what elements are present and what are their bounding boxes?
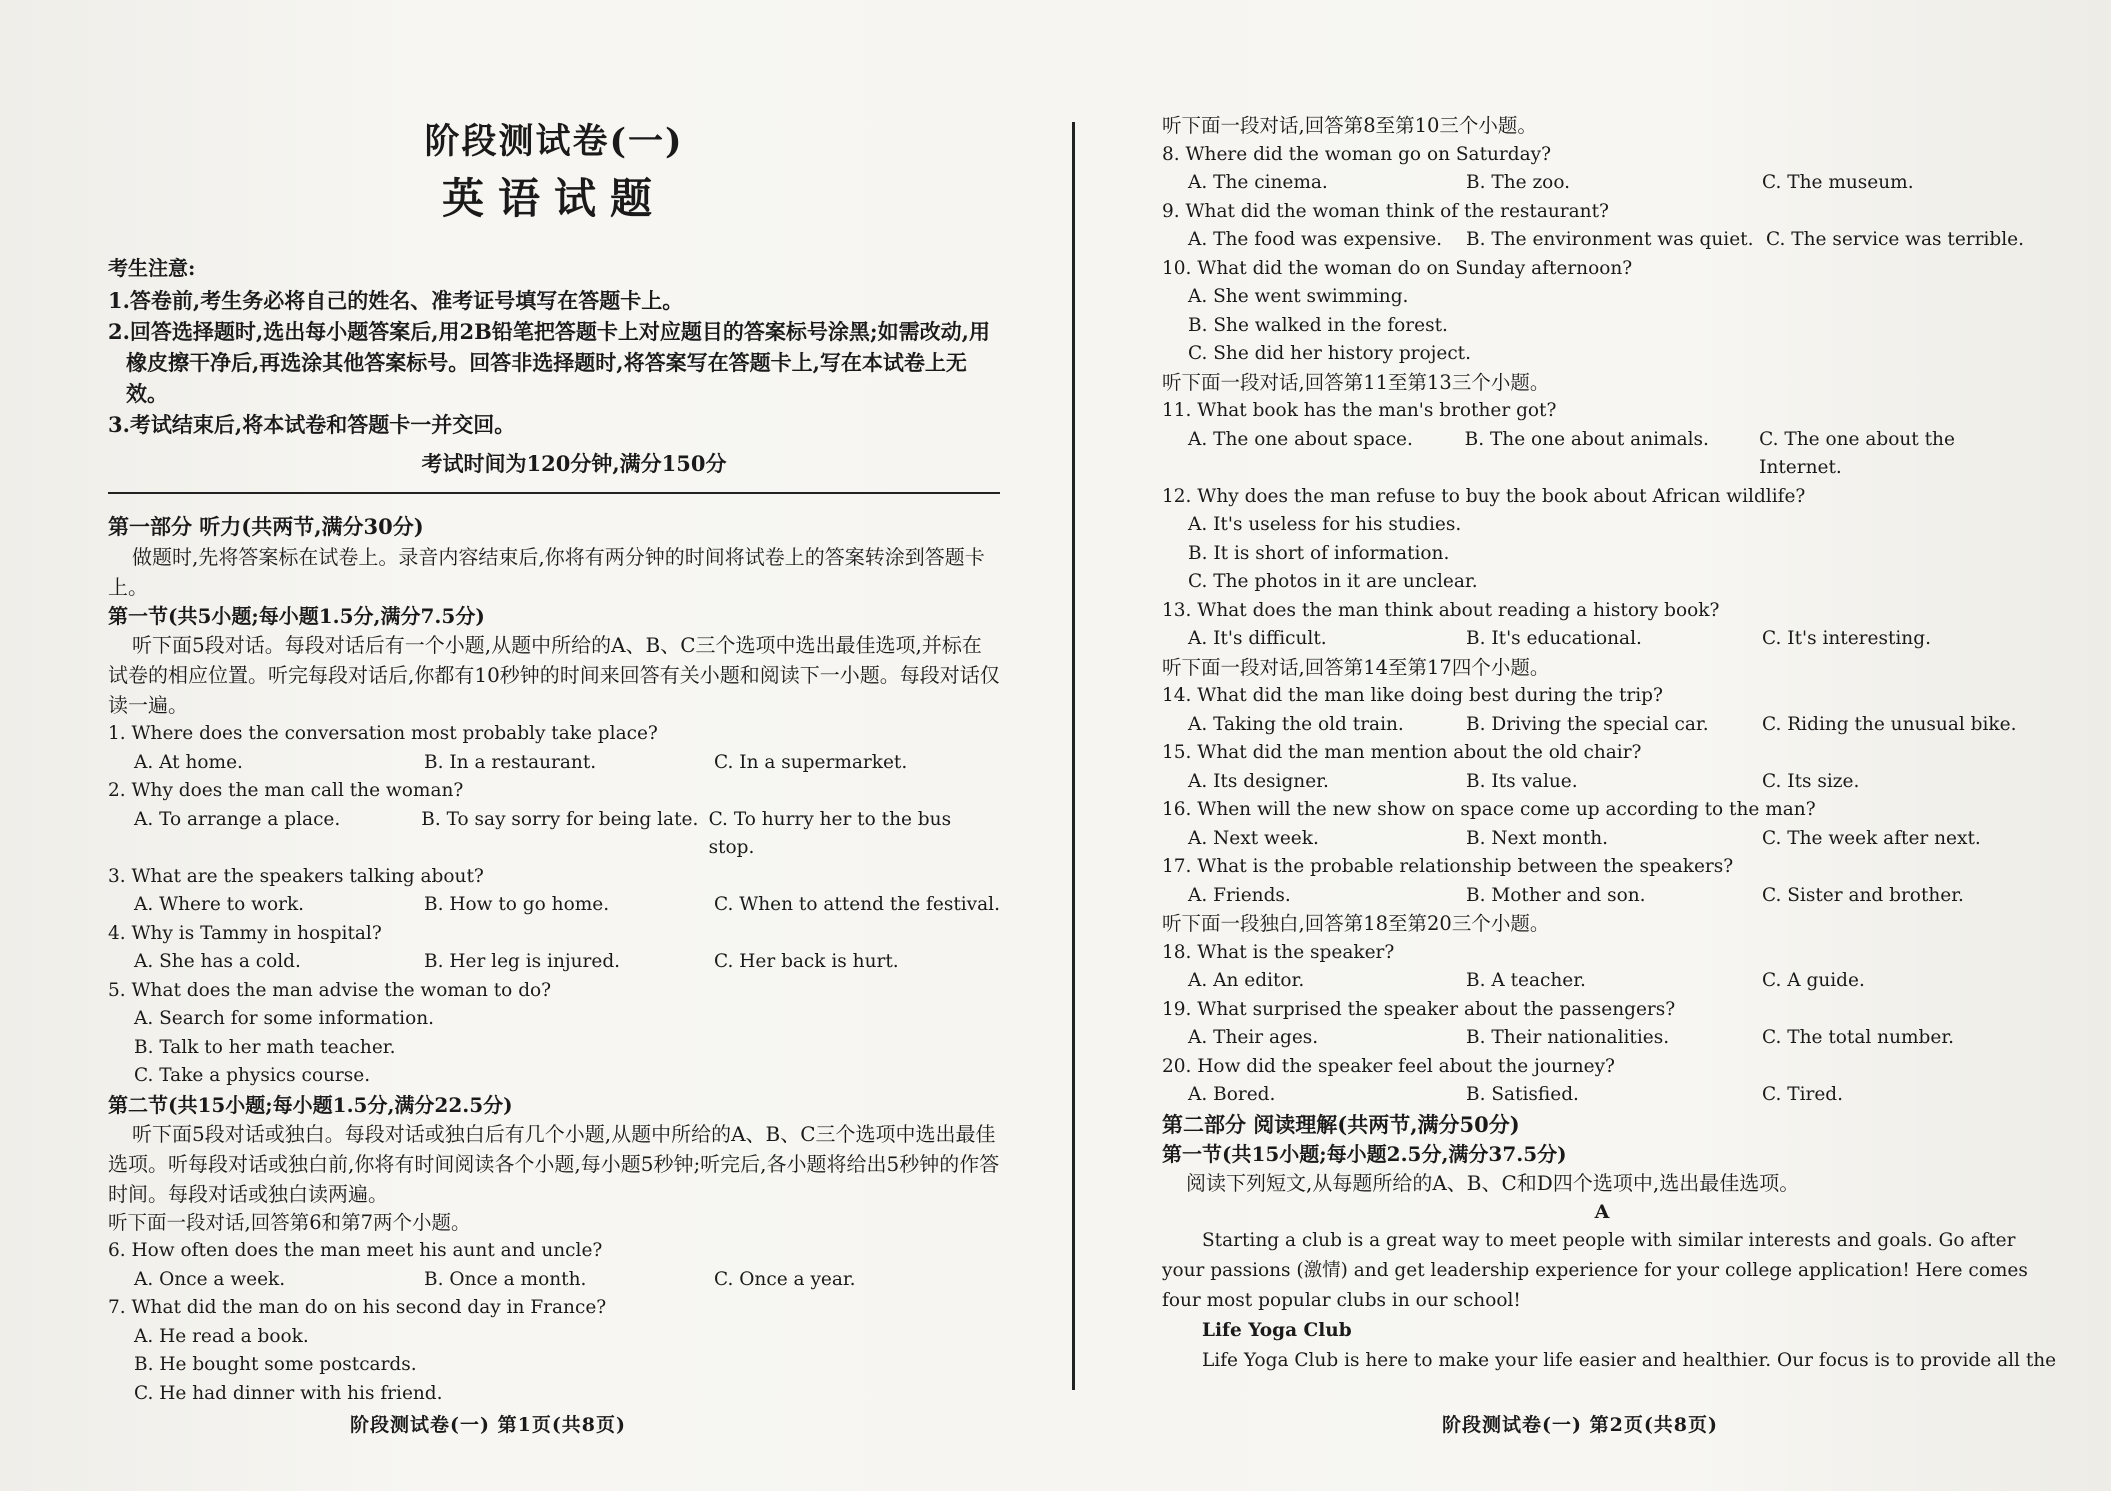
section1-title: 第一节(共5小题;每小题1.5分,满分7.5分) xyxy=(108,604,485,628)
passage-letter: A xyxy=(1594,1200,1610,1223)
passage-paragraph: Life Yoga Club is here to make your life easier and healthier. Our focus is to provide all the xyxy=(1202,1349,2057,1371)
option-b: B. Once a month. xyxy=(424,1268,587,1290)
option-a: A. Friends. xyxy=(1188,884,1291,906)
notice-item: 3.考试结束后,将本试卷和答题卡一并交回。 xyxy=(108,412,516,437)
question-3-options xyxy=(108,891,1000,920)
question-1-options xyxy=(108,749,1000,778)
question-19: 19. What surprised the speaker about the passengers? xyxy=(1162,998,1676,1020)
question-11-options xyxy=(1162,426,2042,483)
option-c: C. Sister and brother. xyxy=(1762,884,1964,906)
option-c: C. The service was terrible. xyxy=(1766,229,2024,250)
option-b: B. Mother and son. xyxy=(1466,884,1646,906)
option-a: A. To arrange a place. xyxy=(134,808,341,830)
question-15-options xyxy=(1162,768,2042,797)
option-c: C. In a supermarket. xyxy=(714,751,908,773)
option-c: C. The week after next. xyxy=(1762,827,1981,849)
option-c: C. A guide. xyxy=(1762,970,1865,991)
question-6-options xyxy=(108,1266,1000,1295)
option-a: A. It's useless for his studies. xyxy=(1188,514,1462,535)
left-page xyxy=(108,100,1000,1408)
divider-rule xyxy=(108,492,1000,494)
option-b: B. Next month. xyxy=(1466,827,1609,849)
question-4-options xyxy=(108,948,1000,977)
part1-instructions: 做题时,先将答案标在试卷上。录音内容结束后,你将有两分钟的时间将试卷上的答案转涂到答题卡上。 xyxy=(108,545,985,599)
option-b: B. The one about animals. xyxy=(1464,428,1709,450)
option-b: B. The zoo. xyxy=(1466,172,1571,193)
option-c: C. The museum. xyxy=(1762,172,1914,193)
question-12: 12. Why does the man refuse to buy the book about African wildlife? xyxy=(1162,485,1806,507)
question-16-options xyxy=(1162,825,2042,854)
page-divider xyxy=(1072,122,1075,1390)
option-b: B. A teacher. xyxy=(1466,970,1586,991)
question-11: 11. What book has the man's brother got? xyxy=(1162,400,1557,421)
option-a: A. She has a cold. xyxy=(134,951,301,972)
option-b: B. The environment was quiet. xyxy=(1466,229,1754,250)
option-b: B. It is short of information. xyxy=(1188,542,1450,564)
option-c: C. It's interesting. xyxy=(1762,628,1931,649)
option-c: C. The one about the Internet. xyxy=(1759,428,1955,478)
option-a: A. Taking the old train. xyxy=(1188,713,1404,735)
question-17-options xyxy=(1162,882,2042,911)
part2-section1-title: 第一节(共15小题;每小题2.5分,满分37.5分) xyxy=(1162,1141,1567,1166)
option-b: B. To say sorry for being late. xyxy=(421,808,699,830)
option-a: A. She went swimming. xyxy=(1188,286,1409,307)
option-a: A. At home. xyxy=(134,751,243,773)
option-b: B. Her leg is injured. xyxy=(424,951,621,972)
option-b: B. How to go home. xyxy=(424,894,610,915)
question-14: 14. What did the man like doing best during the trip? xyxy=(1162,685,1663,706)
question-7: 7. What did the man do on his second day in France? xyxy=(108,1297,607,1318)
option-b: B. It's educational. xyxy=(1466,628,1642,649)
right-page xyxy=(1162,112,2057,1376)
option-b: B. In a restaurant. xyxy=(424,751,597,773)
direction-11-13: 听下面一段对话,回答第11至第13三个小题。 xyxy=(1162,370,1550,394)
question-15: 15. What did the man mention about the old chair? xyxy=(1162,742,1642,763)
direction-8-10: 听下面一段对话,回答第8至第10三个小题。 xyxy=(1162,114,1537,137)
section2-title: 第二节(共15小题;每小题1.5分,满分22.5分) xyxy=(108,1092,513,1117)
notice-item: 1.答卷前,考生务必将自己的姓名、准考证号填写在答题卡上。 xyxy=(108,288,684,313)
page-footer-right: 阶段测试卷(一) 第2页(共8页) xyxy=(1442,1414,1719,1436)
question-1: 1. Where does the conversation most probably take place? xyxy=(108,723,658,744)
passage-paragraph: Starting a club is a great way to meet people with similar interests and goals. Go after your passions (激情) and get leadership experience for your college application! Here comes four most popular clubs in our school! xyxy=(1162,1229,2028,1311)
option-c: C. To hurry her to the bus stop. xyxy=(708,808,952,858)
question-20: 20. How did the speaker feel about the journey? xyxy=(1162,1055,1615,1077)
question-16: 16. When will the new show on space come up according to the man? xyxy=(1162,799,1816,820)
question-6: 6. How often does the man meet his aunt and uncle? xyxy=(108,1240,603,1261)
option-b: B. She walked in the forest. xyxy=(1188,314,1448,336)
option-b: B. He bought some postcards. xyxy=(134,1354,417,1375)
question-9-options xyxy=(1162,226,2042,255)
question-8: 8. Where did the woman go on Saturday? xyxy=(1162,143,1552,165)
option-a: A. Search for some information. xyxy=(134,1008,435,1029)
exam-time: 考试时间为120分钟,满分150分 xyxy=(421,451,727,476)
direction-6-7: 听下面一段对话,回答第6和第7两个小题。 xyxy=(108,1210,471,1234)
part2-instructions: 阅读下列短文,从每题所给的A、B、C和D四个选项中,选出最佳选项。 xyxy=(1186,1170,1800,1195)
question-17: 17. What is the probable relationship between the speakers? xyxy=(1162,856,1734,877)
exam-title: 阶段测试卷(一) xyxy=(424,121,684,162)
question-19-options xyxy=(1162,1024,2042,1053)
section1-instructions: 听下面5段对话。每段对话后有一个小题,从题中所给的A、B、C三个选项中选出最佳选项,并标在试卷的相应位置。听完每段对话后,你都有10秒钟的时间来回答有关小题和阅读下一小题。每段对话仅读一遍。 xyxy=(108,633,1000,717)
option-a: A. He read a book. xyxy=(134,1325,309,1347)
option-c: C. Her back is hurt. xyxy=(714,951,899,972)
question-2: 2. Why does the man call the woman? xyxy=(108,780,464,801)
option-a: A. The one about space. xyxy=(1188,428,1413,450)
option-a: A. The food was expensive. xyxy=(1188,229,1443,250)
option-c: C. Once a year. xyxy=(714,1268,856,1290)
option-c: C. The photos in it are unclear. xyxy=(1188,571,1478,592)
passage-club-heading: Life Yoga Club xyxy=(1202,1319,1352,1341)
question-3: 3. What are the speakers talking about? xyxy=(108,865,484,887)
question-9: 9. What did the woman think of the restaurant? xyxy=(1162,200,1609,222)
question-13: 13. What does the man think about reading a history book? xyxy=(1162,599,1720,621)
option-b: B. Its value. xyxy=(1466,770,1578,792)
option-c: C. When to attend the festival. xyxy=(714,894,1000,915)
question-4: 4. Why is Tammy in hospital? xyxy=(108,922,382,944)
option-b: B. Their nationalities. xyxy=(1466,1027,1670,1048)
option-a: A. Once a week. xyxy=(134,1268,286,1290)
option-a: A. Bored. xyxy=(1188,1084,1276,1105)
option-c: C. Tired. xyxy=(1762,1084,1844,1105)
page-footer-left: 阶段测试卷(一) 第1页(共8页) xyxy=(350,1414,627,1436)
option-c: C. Its size. xyxy=(1762,770,1860,792)
question-14-options xyxy=(1162,711,2042,740)
option-b: B. Satisfied. xyxy=(1466,1084,1579,1105)
question-20-options xyxy=(1162,1081,2042,1110)
question-2-options xyxy=(108,806,1000,863)
direction-18-20: 听下面一段独白,回答第18至第20三个小题。 xyxy=(1162,912,1550,935)
option-c: C. The total number. xyxy=(1762,1027,1955,1048)
question-8-options xyxy=(1162,169,2042,198)
option-c: C. Take a physics course. xyxy=(134,1065,371,1086)
option-a: A. Their ages. xyxy=(1188,1027,1319,1048)
option-b: B. Driving the special car. xyxy=(1466,713,1709,735)
question-10: 10. What did the woman do on Sunday afternoon? xyxy=(1162,257,1633,279)
option-a: A. Next week. xyxy=(1188,827,1319,849)
option-c: C. She did her history project. xyxy=(1188,343,1472,364)
option-a: A. The cinema. xyxy=(1188,172,1328,193)
notice-item: 2.回答选择题时,选出每小题答案后,用2B铅笔把答题卡上对应题目的答案标号涂黑;如需改动,用橡皮擦干净后,再选涂其他答案标号。回答非选择题时,将答案写在答题卡上,写在本试卷上无效。 xyxy=(108,319,990,406)
part2-title: 第二部分 阅读理解(共两节,满分50分) xyxy=(1162,1111,1520,1137)
option-a: A. It's difficult. xyxy=(1188,628,1327,649)
option-b: B. Talk to her math teacher. xyxy=(134,1036,396,1058)
option-c: C. He had dinner with his friend. xyxy=(134,1382,443,1404)
option-a: A. An editor. xyxy=(1188,970,1305,991)
subject-title: 英语试题 xyxy=(441,174,666,223)
direction-14-17: 听下面一段对话,回答第14至第17四个小题。 xyxy=(1162,655,1550,679)
question-13-options xyxy=(1162,625,2042,654)
question-18-options xyxy=(1162,967,2042,996)
option-a: A. Where to work. xyxy=(134,894,305,915)
question-18: 18. What is the speaker? xyxy=(1162,941,1395,963)
notice-heading: 考生注意: xyxy=(108,256,196,280)
option-c: C. Riding the unusual bike. xyxy=(1762,713,2017,735)
option-a: A. Its designer. xyxy=(1188,770,1329,792)
part1-title: 第一部分 听力(共两节,满分30分) xyxy=(108,514,424,539)
question-5: 5. What does the man advise the woman to do? xyxy=(108,979,552,1001)
section2-instructions: 听下面5段对话或独白。每段对话或独白后有几个小题,从题中所给的A、B、C三个选项中选出最佳选项。听每段对话或独白前,你将有时间阅读各个小题,每小题5秒钟;听完后,各小题将给出5秒钟的作答时间。每段对话或独白读两遍。 xyxy=(108,1121,1000,1206)
